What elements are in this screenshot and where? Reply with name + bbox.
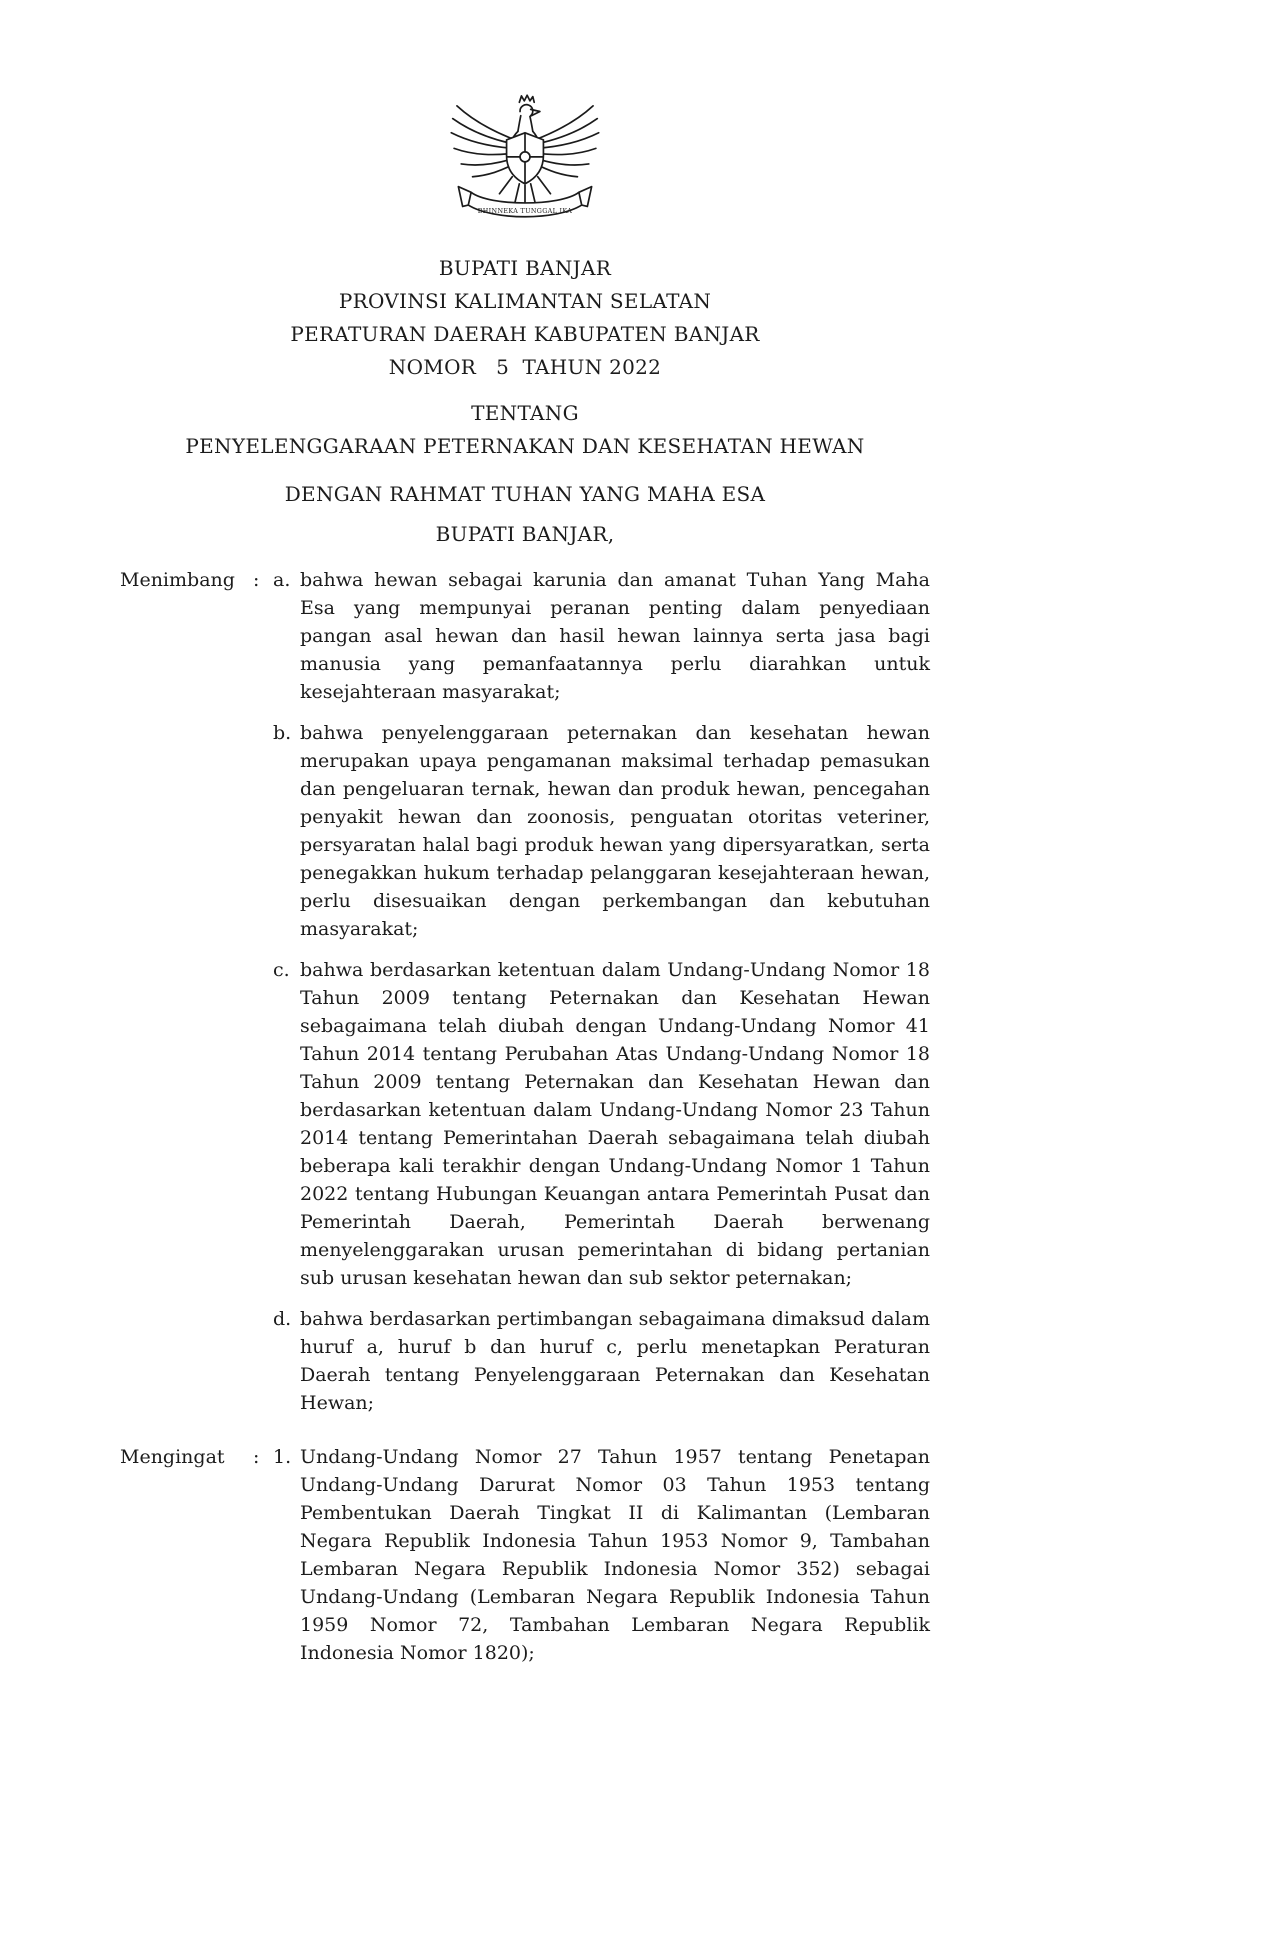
section-menimbang xyxy=(120,566,930,1417)
item-marker: c. xyxy=(273,959,290,981)
page-content xyxy=(120,0,930,1667)
item-marker: b. xyxy=(273,722,292,744)
regulation-number: NOMOR 5 TAHUN 2022 xyxy=(388,355,662,379)
office-title: BUPATI BANJAR xyxy=(438,256,612,280)
section-items xyxy=(273,566,930,1417)
item-marker: d. xyxy=(273,1308,292,1330)
item-text: bahwa penyelenggaraan peternakan dan kesehatan hewan merupakan upaya pengamanan maksimal terhadap pemasukan dan pengeluaran ternak, hewan dan produk hewan, pencegahan penyakit hewan dan zoonosis, penguatan otoritas veteriner, persyaratan halal bagi produk hewan yang dipersyaratkan, serta penegakkan hukum terhadap pelanggaran kesejahteraan hewan, perlu disesuaikan dengan perkembangan dan kebutuhan masyarakat; xyxy=(300,722,930,940)
regulation-type: PERATURAN DAERAH KABUPATEN BANJAR xyxy=(290,322,760,346)
item-text: bahwa berdasarkan pertimbangan sebagaimana dimaksud dalam huruf a, huruf b dan huruf c, perlu menetapkan Peraturan Daerah tentang Penyelenggaraan Peternakan dan Kesehatan Hewan; xyxy=(300,1308,930,1414)
emblem-container xyxy=(120,86,930,232)
consideration-item-b xyxy=(273,719,930,943)
issuer-line: BUPATI BANJAR, xyxy=(435,522,615,546)
item-text: bahwa hewan sebagai karunia dan amanat Tuhan Yang Maha Esa yang mempunyai peranan penting dalam penyediaan pangan asal hewan dan hasil hewan lainnya serta jasa bagi manusia yang pemanfaatannya perlu diarahkan untuk kesejahteraan masyarakat; xyxy=(300,569,930,703)
consideration-item-d xyxy=(273,1305,930,1417)
section-mengingat xyxy=(120,1443,930,1667)
consideration-item-c xyxy=(273,956,930,1292)
section-label: Mengingat xyxy=(120,1446,225,1468)
invocation-line: DENGAN RAHMAT TUHAN YANG MAHA ESA xyxy=(284,482,766,506)
item-text: Undang-Undang Nomor 27 Tahun 1957 tentang Penetapan Undang-Undang Darurat Nomor 03 Tahun 1953 tentang Pembentukan Daerah Tingkat II di Kalimantan (Lembaran Negara Republik Indonesia Tahun 1953 Nomor 9, Tambahan Lembaran Negara Republik Indonesia Nomor 352) sebagai Undang-Undang (Lembaran Negara Republik Indonesia Tahun 1959 Nomor 72, Tambahan Lembaran Negara Republik Indonesia Nomor 1820); xyxy=(300,1446,930,1664)
regulation-subject: PENYELENGGARAAN PETERNAKAN DAN KESEHATAN HEWAN xyxy=(185,434,865,458)
section-colon: : xyxy=(253,1446,260,1468)
garuda-pancasila-icon xyxy=(447,86,603,232)
about-label: TENTANG xyxy=(471,401,579,425)
section-items xyxy=(273,1443,930,1667)
item-marker: a. xyxy=(273,569,291,591)
section-colon: : xyxy=(253,569,260,591)
emblem-motto: BHINNEKA TUNGGAL IKA xyxy=(477,206,573,215)
item-text: bahwa berdasarkan ketentuan dalam Undang-Undang Nomor 18 Tahun 2009 tentang Peternakan dan Kesehatan Hewan sebagaimana telah diubah dengan Undang-Undang Nomor 41 Tahun 2014 tentang Perubahan Atas Undang-Undang Nomor 18 Tahun 2009 tentang Peternakan dan Kesehatan Hewan dan berdasarkan ketentuan dalam Undang-Undang Nomor 23 Tahun 2014 tentang Pemerintahan Daerah sebagaimana telah diubah beberapa kali terakhir dengan Undang-Undang Nomor 1 Tahun 2022 tentang Hubungan Keuangan antara Pemerintah Pusat dan Pemerintah Daerah, Pemerintah Daerah berwenang menyelenggarakan urusan pemerintahan di bidang pertanian sub urusan kesehatan hewan dan sub sektor peternakan; xyxy=(300,959,930,1289)
legal-basis-item-1 xyxy=(273,1443,930,1667)
consideration-item-a xyxy=(273,566,930,706)
document-header xyxy=(120,252,930,551)
province-title: PROVINSI KALIMANTAN SELATAN xyxy=(338,289,712,313)
document-body xyxy=(120,566,930,1667)
section-label: Menimbang xyxy=(120,569,235,591)
item-marker: 1. xyxy=(273,1446,292,1468)
